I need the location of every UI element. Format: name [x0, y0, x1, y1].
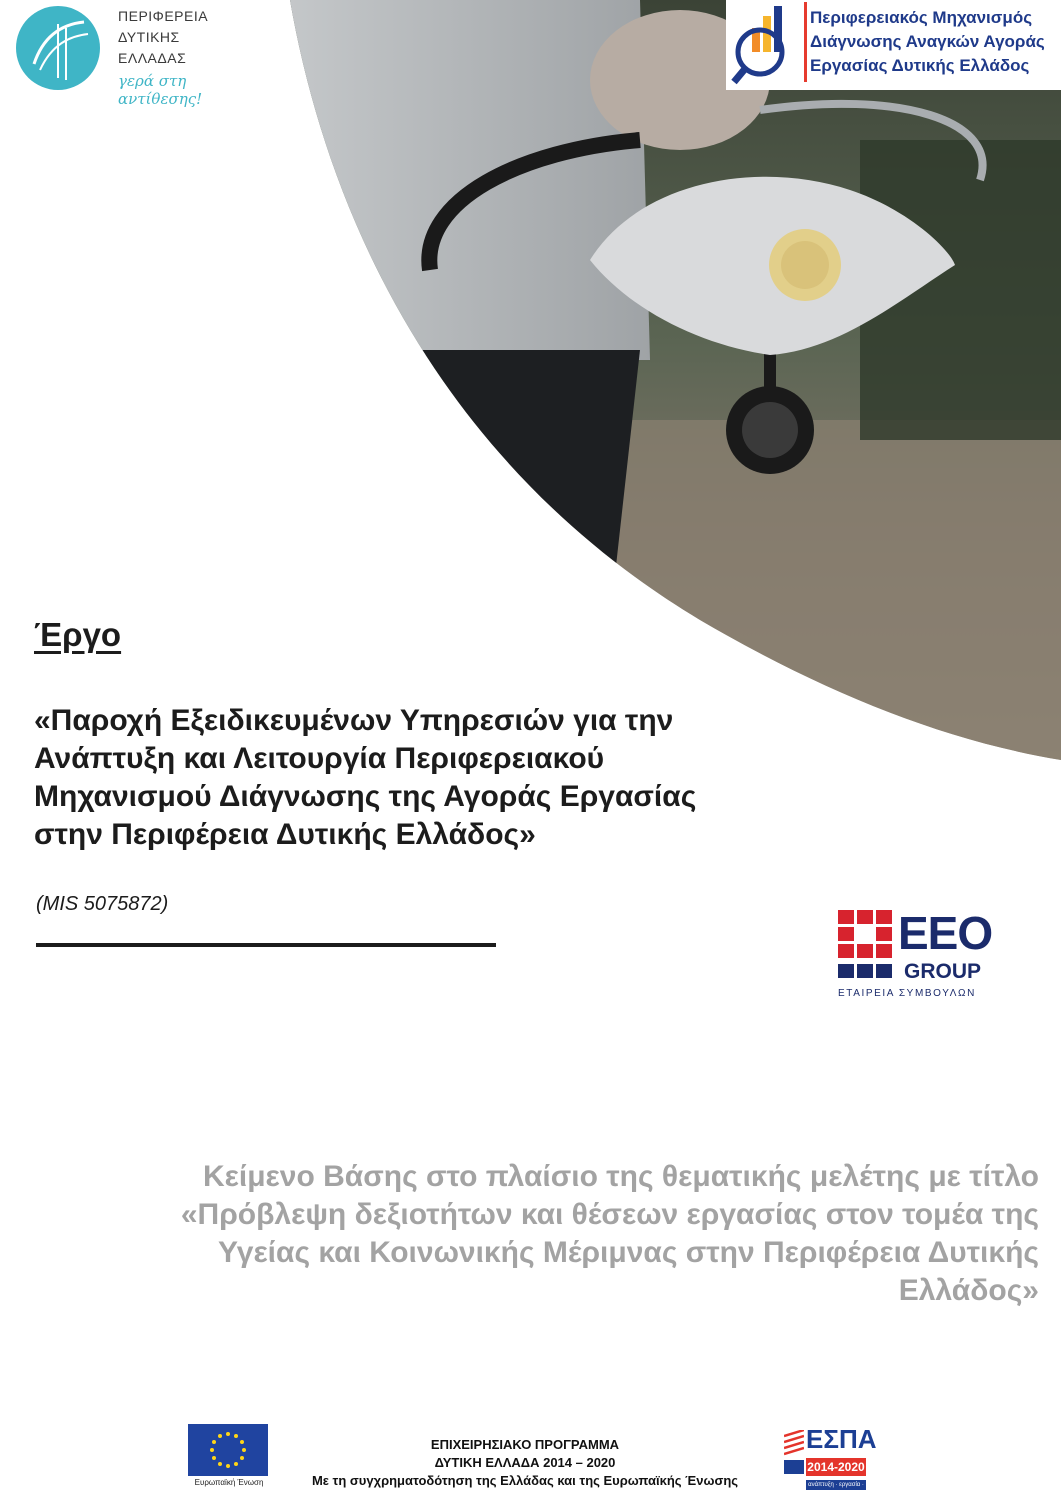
greek-flag-icon — [784, 1460, 804, 1474]
program-line-2: ΔΥΤΙΚΗ ΕΛΛΑΔΑ 2014 – 2020 — [434, 1455, 616, 1470]
espa-logo — [784, 1424, 877, 1498]
program-line-3: Με τη συγχρηματοδότηση της Ελλάδας και της Ευρωπαϊκής Ένωσης — [311, 1473, 739, 1488]
base-text-title: Κείμενο Βάσης στο πλαίσιο της θεματικής μελέτης με τίτλο «Πρόβλεψη δεξιοτήτων και θέσεων εργασίας στον τομέα της Υγείας και Κοινωνικής Μέριμνας στην Περιφέρεια Δυτικής Ελλάδος» — [180, 1160, 1039, 1307]
region-name-line-2: ΔΥΤΙΚΗΣ — [118, 29, 180, 45]
espa-stripes-icon — [784, 1430, 804, 1456]
eeo-name: EEO — [898, 907, 993, 959]
project-mis-code: (MIS 5075872) — [36, 893, 169, 915]
espa-word: ΕΣΠΑ — [806, 1424, 877, 1454]
mechanism-line-1: Περιφερειακός Μηχανισμός — [810, 8, 1033, 27]
eeo-group-logo — [838, 907, 993, 1002]
eeo-subtitle: ΕΤΑΙΡΕΙΑ ΣΥΜΒΟΥΛΩΝ — [838, 988, 976, 999]
eu-caption: Ευρωπαϊκή Ένωση — [194, 1478, 264, 1487]
region-emblem-icon — [14, 4, 102, 92]
project-heading: Έργο — [34, 616, 122, 653]
region-logo — [14, 0, 254, 108]
region-name-line-1: ΠΕΡΙΦΕΡΕΙΑ — [118, 8, 209, 24]
mechanism-name — [810, 6, 1045, 78]
magnifier-chart-icon — [730, 2, 800, 86]
program-text — [280, 1436, 770, 1490]
region-slogan: γερά στη αντίθεσης! — [118, 72, 203, 108]
mechanism-line-3: Εργασίας Δυτικής Ελλάδος — [810, 56, 1030, 75]
eeo-group-word: GROUP — [904, 960, 982, 983]
region-name — [118, 6, 208, 69]
espa-years: 2014-2020 — [807, 1460, 865, 1474]
mechanism-divider — [804, 2, 807, 82]
eeo-grid-icon — [838, 910, 892, 980]
region-name-line-3: ΕΛΛΑΔΑΣ — [118, 50, 187, 66]
program-line-1: ΕΠΙΧΕΙΡΗΣΙΑΚΟ ΠΡΟΓΡΑΜΜΑ — [430, 1437, 620, 1452]
title-divider — [36, 943, 496, 947]
project-title: «Παροχή Εξειδικευμένων Υπηρεσιών για την Ανάπτυξη και Λειτουργία Περιφερειακού Μηχανισμού Διάγνωσης της Αγοράς Εργασίας στην Περιφέρεια Δυτικής Ελλάδος» — [34, 704, 697, 851]
espa-tagline: ανάπτυξη · εργασία · αλληλεγγύη — [806, 1480, 866, 1490]
mechanism-logo — [726, 0, 1061, 90]
eu-flag-icon — [188, 1424, 268, 1476]
mechanism-line-2: Διάγνωσης Αναγκών Αγοράς — [810, 32, 1045, 51]
eu-logo — [188, 1424, 268, 1487]
